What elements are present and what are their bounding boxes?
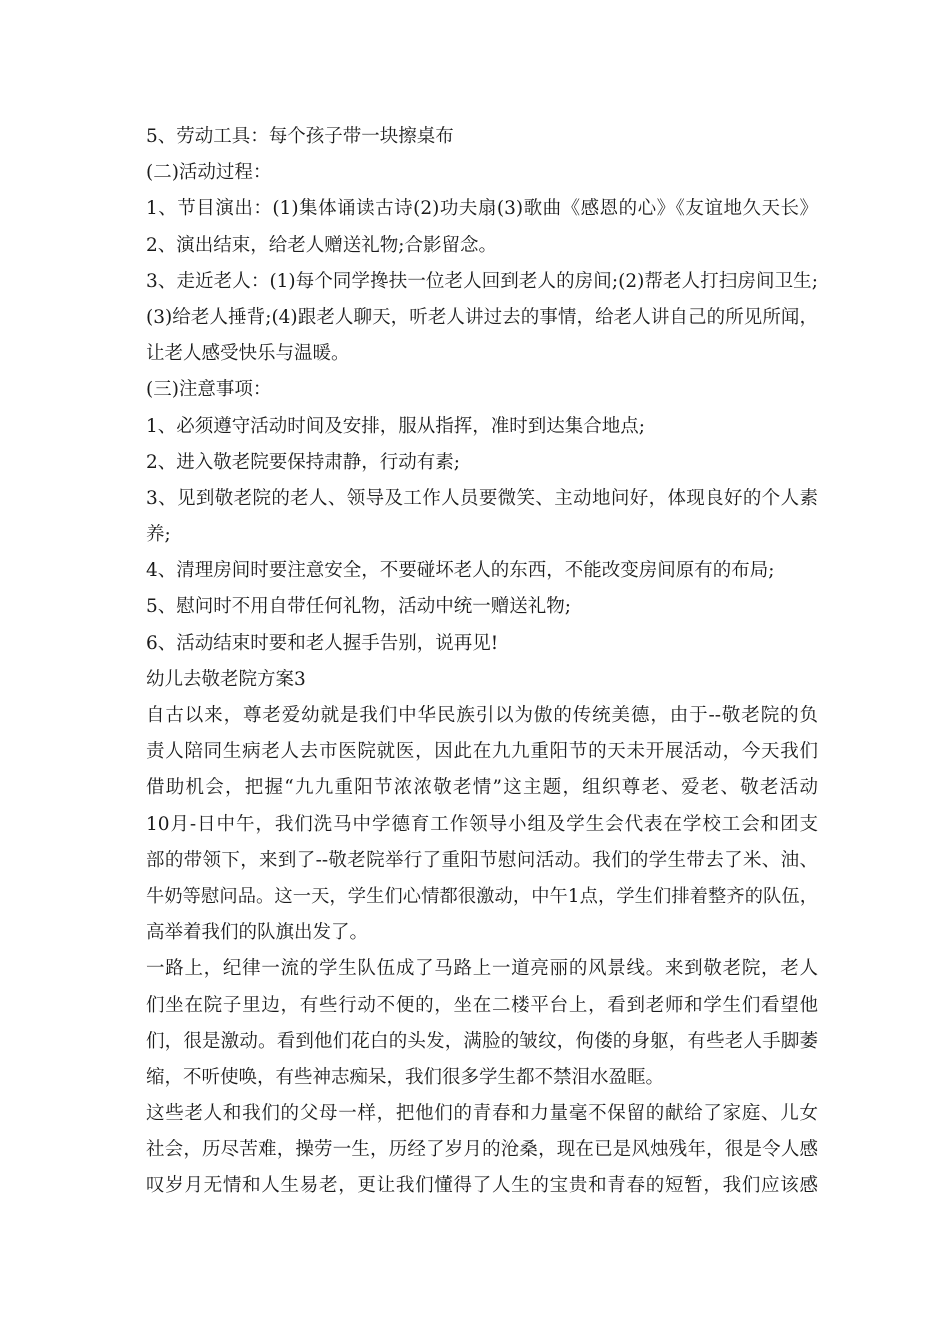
text-line: 4、清理房间时要注意安全，不要碰坏老人的东西，不能改变房间原有的布局; (146, 560, 775, 582)
text-line: 3、走近老人：(1)每个同学搀扶一位老人回到老人的房间;(2)帮老人打扫房间卫生; (146, 270, 818, 292)
text-line: 们，很是激动。看到他们花白的头发，满脸的皱纹，佝偻的身躯，有些老人手脚萎 (146, 1030, 818, 1052)
text-line: 5、劳动工具：每个孩子带一块擦桌布 (146, 126, 454, 147)
document-body (146, 119, 818, 1205)
text-line: 幼儿去敬老院方案3 (146, 668, 306, 690)
text-line: 一路上，纪律一流的学生队伍成了马路上一道亮丽的风景线。来到敬老院，老人 (146, 958, 818, 980)
text-line: (三)注意事项： (146, 379, 272, 401)
text-line: 6、活动结束时要和老人握手告别，说再见! (146, 632, 499, 654)
text-line: 1、节目演出：(1)集体诵读古诗(2)功夫扇(3)歌曲《感恩的心》《友谊地久天长》 (146, 198, 818, 220)
text-line: 社会，历尽苦难，操劳一生，历经了岁月的沧桑，现在已是风烛残年，很是令人感 (146, 1139, 818, 1161)
text-line: 让老人感受快乐与温暖。 (146, 343, 350, 365)
text-line: 10月-日中午，我们洗马中学德育工作领导小组及学生会代表在学校工会和团支 (146, 813, 818, 835)
text-line: 们坐在院子里边，有些行动不便的，坐在二楼平台上，看到老师和学生们看望他 (146, 994, 818, 1016)
text-line: 牛奶等慰问品。这一天，学生们心情都很激动，中午1点，学生们排着整齐的队伍， (146, 885, 818, 907)
text-line: 2、演出结束，给老人赠送礼物;合影留念。 (146, 234, 498, 256)
text-line: 5、慰问时不用自带任何礼物，活动中统一赠送礼物; (146, 596, 572, 618)
text-line: 责人陪同生病老人去市医院就医，因此在九九重阳节的天未开展活动，今天我们 (146, 741, 818, 763)
text-line: (3)给老人捶背;(4)跟老人聊天，听老人讲过去的事情，给老人讲自己的所见所闻， (146, 306, 818, 328)
text-line: 1、必须遵守活动时间及安排，服从指挥，准时到达集合地点; (146, 415, 646, 437)
text-line: 这些老人和我们的父母一样，把他们的青春和力量毫不保留的献给了家庭、儿女 (146, 1103, 818, 1125)
text-line: 叹岁月无情和人生易老，更让我们懂得了人生的宝贵和青春的短暂，我们应该感 (146, 1175, 818, 1197)
text-line: 部的带领下，来到了--敬老院举行了重阳节慰问活动。我们的学生带去了米、油、 (146, 849, 818, 871)
text-line: 自古以来，尊老爱幼就是我们中华民族引以为傲的传统美德，由于--敬老院的负 (146, 705, 818, 726)
text-line: 借助机会，把握“九九重阳节浓浓敬老情”这主题，组织尊老、爱老、敬老活动 (146, 777, 818, 799)
text-line: 养; (146, 524, 171, 546)
text-line: (二)活动过程： (146, 162, 272, 184)
text-line: 3、见到敬老院的老人、领导及工作人员要微笑、主动地问好，体现良好的个人素 (146, 487, 818, 509)
text-line: 高举着我们的队旗出发了。 (146, 922, 369, 944)
text-line: 缩，不听使唤，有些神志痴呆，我们很多学生都不禁泪水盈眶。 (146, 1066, 665, 1088)
text-line: 2、进入敬老院要保持肃静，行动有素; (146, 451, 461, 473)
